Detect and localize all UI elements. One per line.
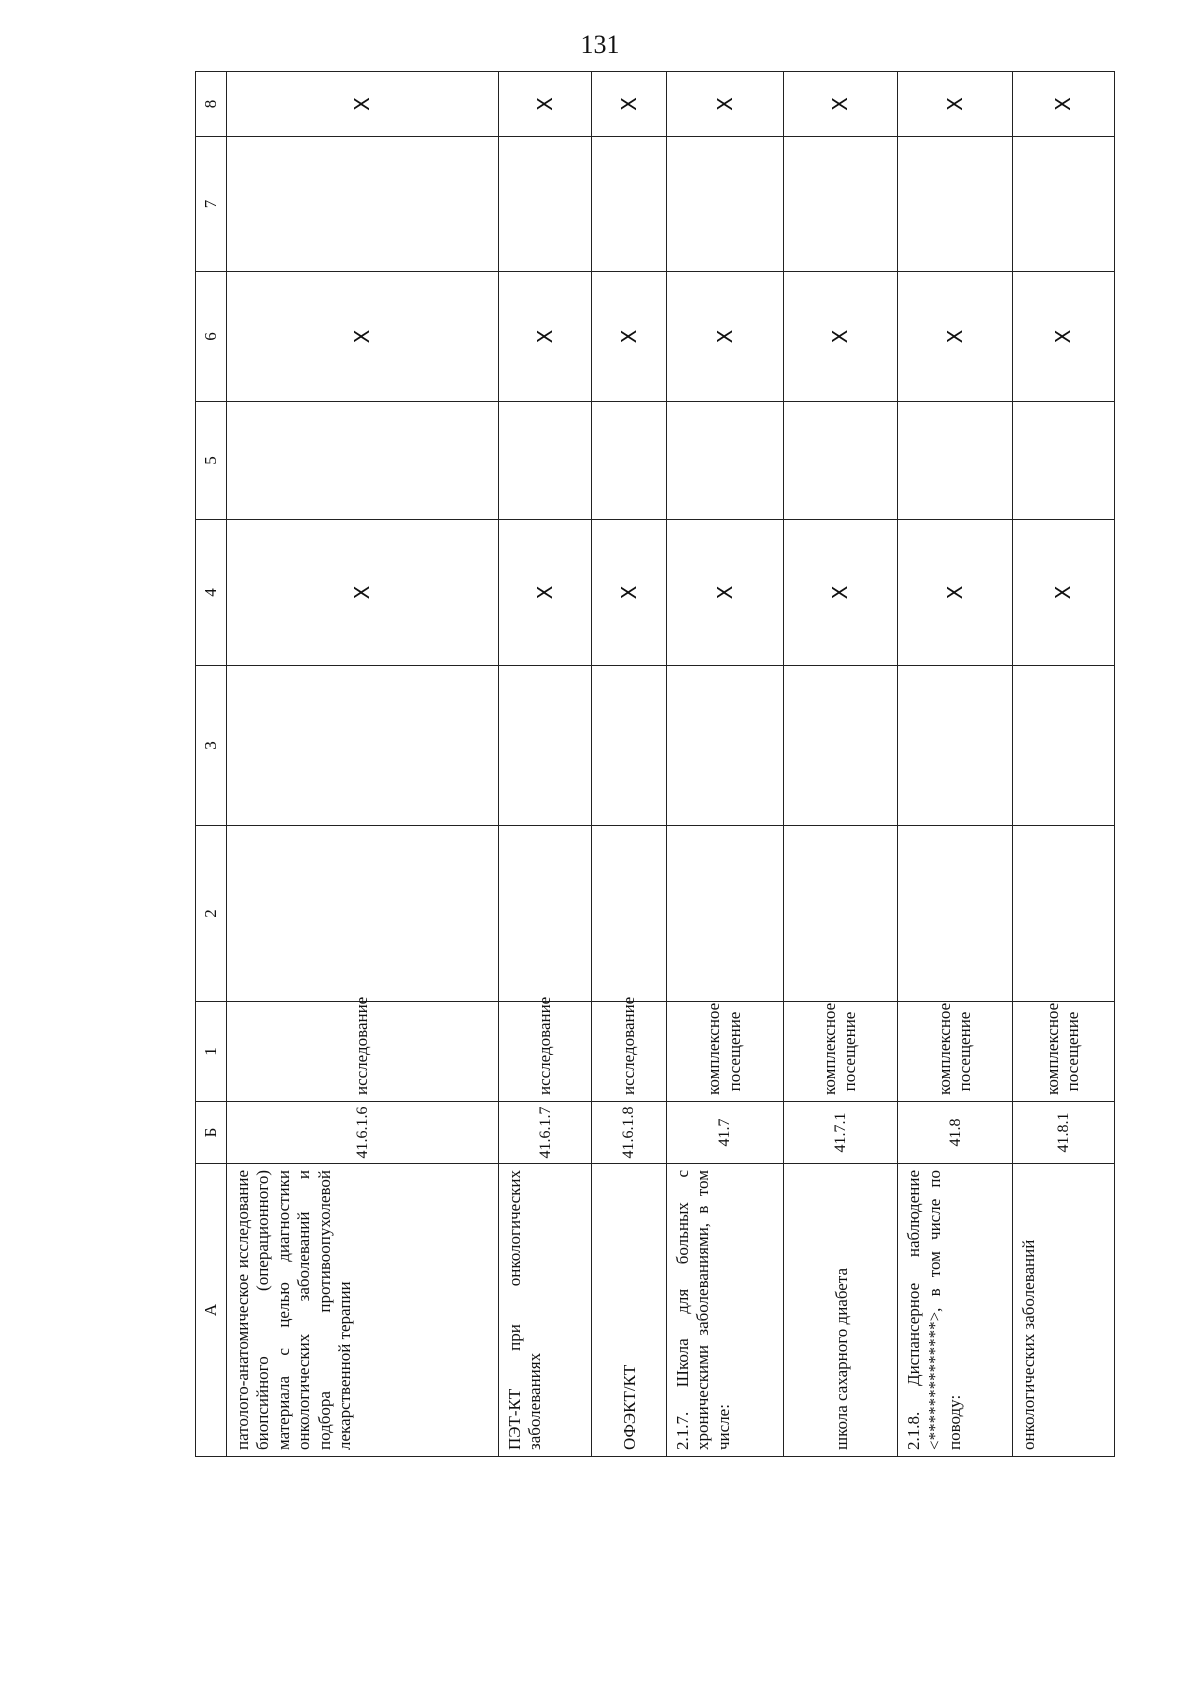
col-header-4: 4 [196, 520, 227, 666]
cell-col-8: X [592, 72, 666, 137]
table-row [498, 72, 591, 1457]
cell-col-4: X [1012, 520, 1114, 666]
row-name: патолого-анатомическое исследование биопсийного (операционного) материала с целью диагностики онкологических заболеваний и подбора противоопухолевой лекарственной терапии [227, 1164, 499, 1457]
row-name: онкологических заболеваний [1012, 1164, 1114, 1457]
cell-col-5 [898, 402, 1013, 520]
cell-col-8: X [1012, 72, 1114, 137]
table-row [227, 72, 499, 1457]
row-unit: комплексное посещение [1012, 1002, 1114, 1102]
row-code: 41.8 [898, 1102, 1013, 1164]
table-row [783, 72, 898, 1457]
cell-col-4: X [592, 520, 666, 666]
col-header-7: 7 [196, 137, 227, 272]
cell-col-4: X [666, 520, 783, 666]
rotated-table-container [195, 97, 1115, 1457]
row-code: 41.7.1 [783, 1102, 898, 1164]
cell-col-3 [783, 666, 898, 826]
row-unit: комплексное посещение [783, 1002, 898, 1102]
cell-col-2 [498, 826, 591, 1002]
row-name: 2.1.8. Диспансерное наблюдение <**************>, в том числе по поводу: [898, 1164, 1013, 1457]
cell-col-7 [783, 137, 898, 272]
cell-col-7 [1012, 137, 1114, 272]
row-unit: комплексное посещение [898, 1002, 1013, 1102]
cell-col-5 [1012, 402, 1114, 520]
cell-col-8: X [898, 72, 1013, 137]
col-header-a: А [196, 1164, 227, 1457]
cell-col-8: X [783, 72, 898, 137]
col-header-1: 1 [196, 1002, 227, 1102]
cell-col-4: X [498, 520, 591, 666]
cell-col-4: X [783, 520, 898, 666]
cell-col-6: X [227, 272, 499, 402]
services-table [195, 71, 1115, 1457]
row-unit: исследование [498, 1002, 591, 1102]
row-code: 41.6.1.6 [227, 1102, 499, 1164]
row-code: 41.6.1.8 [592, 1102, 666, 1164]
cell-col-4: X [227, 520, 499, 666]
cell-col-6: X [783, 272, 898, 402]
cell-col-3 [666, 666, 783, 826]
col-header-3: 3 [196, 666, 227, 826]
row-unit: исследование [592, 1002, 666, 1102]
row-code: 41.8.1 [1012, 1102, 1114, 1164]
row-name: ПЭТ-КТ при онкологических заболеваниях [498, 1164, 591, 1457]
page-number: 131 [580, 30, 620, 59]
cell-col-2 [666, 826, 783, 1002]
cell-col-7 [666, 137, 783, 272]
cell-col-6: X [666, 272, 783, 402]
table-row [1012, 72, 1114, 1457]
row-code: 41.6.1.7 [498, 1102, 591, 1164]
cell-col-5 [783, 402, 898, 520]
cell-col-7 [898, 137, 1013, 272]
row-code: 41.7 [666, 1102, 783, 1164]
row-name: школа сахарного диабета [783, 1164, 898, 1457]
row-unit: исследование [227, 1002, 499, 1102]
header-row [196, 72, 227, 1457]
cell-col-5 [666, 402, 783, 520]
cell-col-6: X [1012, 272, 1114, 402]
cell-col-2 [227, 826, 499, 1002]
cell-col-3 [592, 666, 666, 826]
table-row [592, 72, 666, 1457]
cell-col-7 [592, 137, 666, 272]
table-row [898, 72, 1013, 1457]
cell-col-5 [227, 402, 499, 520]
cell-col-3 [898, 666, 1013, 826]
col-header-8: 8 [196, 72, 227, 137]
cell-col-5 [592, 402, 666, 520]
cell-col-3 [498, 666, 591, 826]
cell-col-7 [227, 137, 499, 272]
cell-col-7 [498, 137, 591, 272]
table-row [666, 72, 783, 1457]
cell-col-6: X [898, 272, 1013, 402]
col-header-6: 6 [196, 272, 227, 402]
cell-col-8: X [498, 72, 591, 137]
cell-col-6: X [592, 272, 666, 402]
cell-col-2 [783, 826, 898, 1002]
cell-col-8: X [227, 72, 499, 137]
cell-col-3 [227, 666, 499, 826]
cell-col-5 [498, 402, 591, 520]
cell-col-6: X [498, 272, 591, 402]
cell-col-2 [1012, 826, 1114, 1002]
cell-col-4: X [898, 520, 1013, 666]
row-name: 2.1.7. Школа для больных с хроническими заболеваниями, в том числе: [666, 1164, 783, 1457]
row-name: ОФЭКТ/КТ [592, 1164, 666, 1457]
col-header-b: Б [196, 1102, 227, 1164]
cell-col-2 [592, 826, 666, 1002]
cell-col-2 [898, 826, 1013, 1002]
row-unit: комплексное посещение [666, 1002, 783, 1102]
col-header-5: 5 [196, 402, 227, 520]
col-header-2: 2 [196, 826, 227, 1002]
cell-col-8: X [666, 72, 783, 137]
cell-col-3 [1012, 666, 1114, 826]
